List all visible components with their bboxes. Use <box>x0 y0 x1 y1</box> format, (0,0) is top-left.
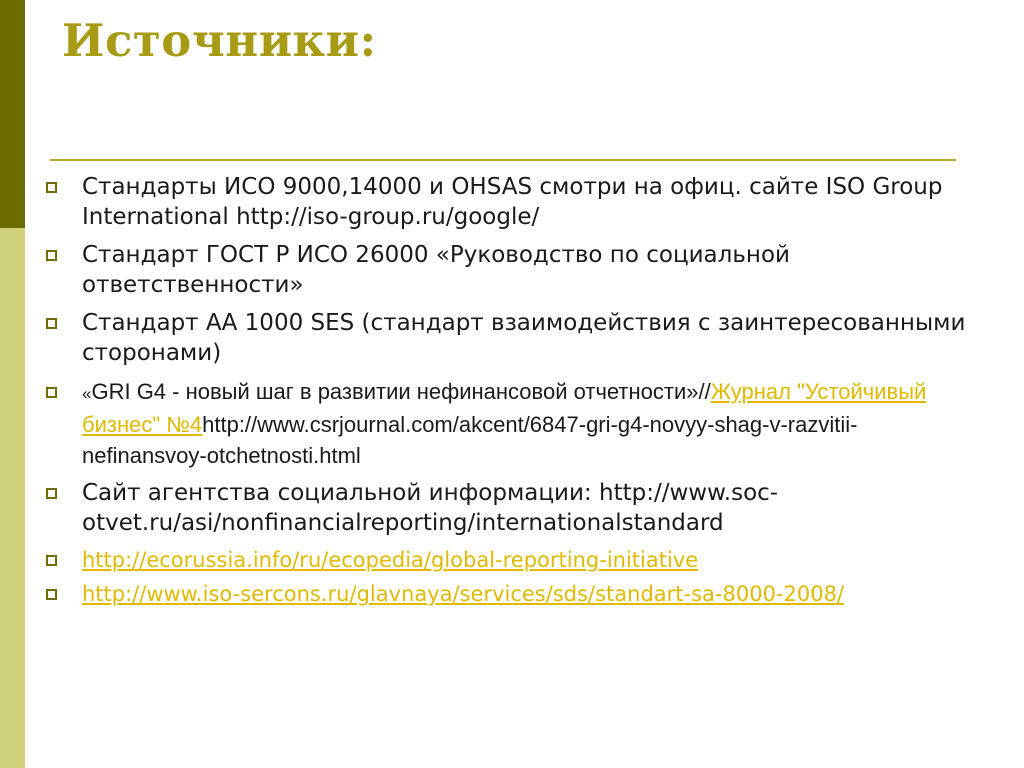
square-bullet-icon <box>46 318 57 329</box>
list-item <box>44 172 969 232</box>
sources-list <box>44 172 969 614</box>
item-url-text: http://www.csrjournal.com/akcent/6847-gri-g4-novyy-shag-v-razvitii-nefinansvoy-otchetnosti.html <box>82 412 858 468</box>
ecorussia-link[interactable]: http://ecorussia.info/ru/ecopedia/global-reporting-initiative <box>82 548 699 572</box>
side-accent-bar-dark <box>0 0 25 228</box>
square-bullet-icon <box>46 555 57 566</box>
square-bullet-icon <box>46 488 57 499</box>
list-item <box>44 580 969 608</box>
open-quote: « <box>82 384 92 403</box>
list-item <box>44 478 969 538</box>
item-text: Стандарты ИСО 9000,14000 и OHSAS смотри на офиц. сайте ISO Group International http://iso-group.ru/google/ <box>82 174 943 230</box>
square-bullet-icon <box>46 250 57 261</box>
item-text: Стандарт АА 1000 SES (стандарт взаимодействия с заинтересованными сторонами) <box>82 310 966 366</box>
list-item <box>44 240 969 300</box>
side-accent-bar-light <box>0 228 25 768</box>
square-bullet-icon <box>46 182 57 193</box>
title-divider <box>50 159 956 161</box>
item-text: Стандарт ГОСТ Р ИСО 26000 «Руководство по социальной ответственности» <box>82 242 790 298</box>
list-item <box>44 546 969 574</box>
item-text: Сайт агентства социальной информации: http://www.soc-otvet.ru/asi/nonfinancialreporting/internationalstandard <box>82 480 779 536</box>
slide-title: Источники: <box>62 14 377 67</box>
iso-sercons-link[interactable]: http://www.iso-sercons.ru/glavnaya/services/sds/standart-sa-8000-2008/ <box>82 582 845 606</box>
item-text: GRI G4 - новый шаг в развитии нефинансовой отчетности»// <box>91 379 711 404</box>
list-item <box>44 308 969 368</box>
journal-link[interactable]: Журнал "Устойчивый бизнес" №4 <box>82 379 927 437</box>
square-bullet-icon <box>46 387 57 398</box>
square-bullet-icon <box>46 589 57 600</box>
list-item <box>44 376 969 471</box>
